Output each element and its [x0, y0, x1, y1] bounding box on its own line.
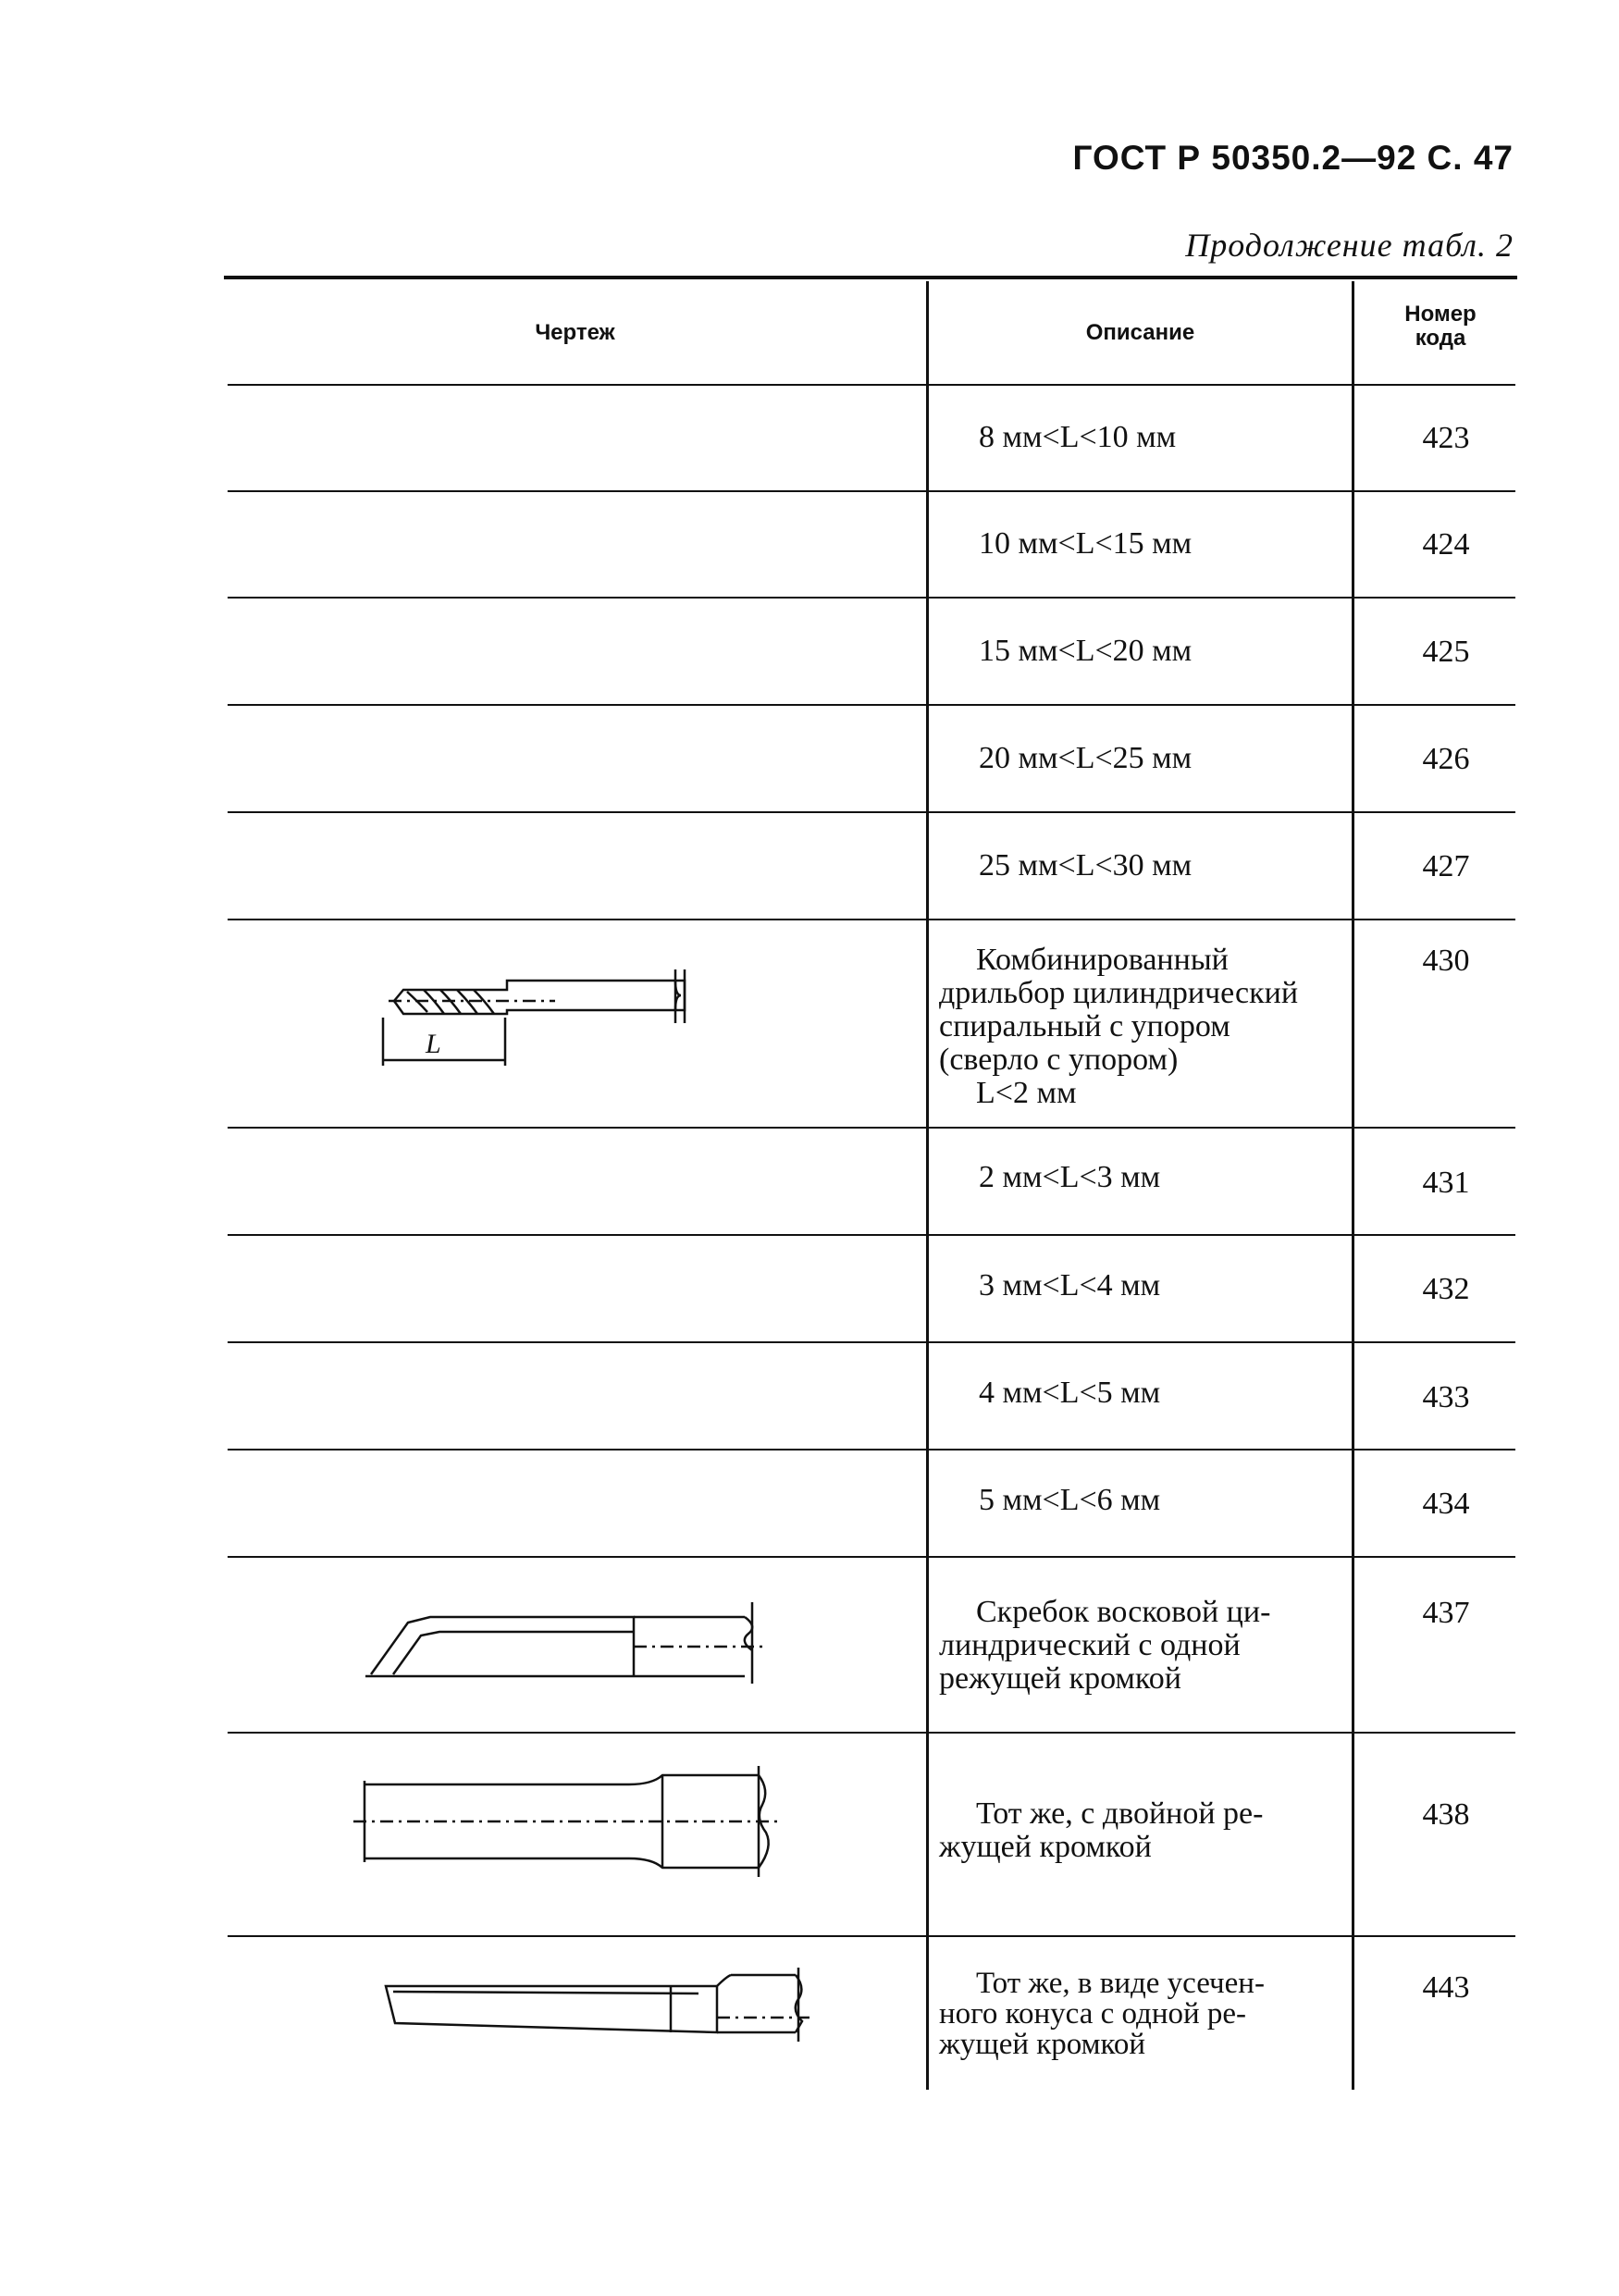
row-code: 437	[1422, 1596, 1470, 1630]
column-header-drawing: Чертеж	[535, 320, 615, 345]
row-code: 443	[1422, 1970, 1470, 2005]
table-continuation-label: Продолжение табл. 2	[1185, 227, 1514, 264]
description-line: Тот же, с двойной ре-	[976, 1796, 1264, 1831]
description-line: линдрический с одной	[939, 1628, 1241, 1662]
description-line: жущей кромкой	[939, 1830, 1152, 1864]
description-line: ного конуса с одной ре-	[939, 1997, 1247, 2031]
row-code: 431	[1422, 1166, 1470, 1200]
row-description: 4 мм<L<5 мм	[979, 1376, 1161, 1410]
row-code: 434	[1422, 1487, 1470, 1521]
row-rule	[228, 597, 1515, 599]
wax-scraper-double-edge-drawing	[352, 1762, 805, 1878]
column-header-code-line2: кода	[1415, 326, 1466, 351]
row-code: 430	[1422, 944, 1470, 978]
page-header: ГОСТ Р 50350.2—92 С. 47	[1072, 139, 1514, 177]
description-line: дрильбор цилиндрический	[939, 976, 1299, 1010]
row-rule	[228, 1341, 1515, 1343]
row-description	[939, 944, 1346, 1110]
row-code: 423	[1422, 421, 1470, 455]
row-description	[939, 1797, 1346, 1864]
row-rule	[228, 704, 1515, 706]
column-header-description: Описание	[1085, 320, 1195, 345]
row-code: 432	[1422, 1272, 1470, 1306]
description-line: L<2 мм	[976, 1076, 1077, 1110]
row-rule	[228, 919, 1515, 920]
description-line: Тот же, в виде усечен-	[976, 1967, 1265, 2000]
row-code: 426	[1422, 742, 1470, 776]
description-line: режущей кромкой	[939, 1661, 1181, 1696]
row-description: 15 мм<L<20 мм	[979, 634, 1193, 668]
row-description: 2 мм<L<3 мм	[979, 1160, 1161, 1194]
row-code: 433	[1422, 1380, 1470, 1414]
row-rule	[228, 1234, 1515, 1236]
column-header-code-line1: Номер	[1404, 302, 1477, 327]
column-divider-1	[926, 281, 929, 2090]
dimension-label: L	[426, 1029, 441, 1059]
row-description: 25 мм<L<30 мм	[979, 848, 1193, 883]
row-code: 425	[1422, 635, 1470, 669]
description-line: жущей кромкой	[939, 2028, 1146, 2061]
table-top-rule	[224, 276, 1517, 279]
row-description: 3 мм<L<4 мм	[979, 1268, 1161, 1302]
row-code: 438	[1422, 1797, 1470, 1832]
row-rule	[228, 1732, 1515, 1734]
header-rule	[228, 384, 1515, 386]
row-rule	[228, 1127, 1515, 1129]
row-rule	[228, 811, 1515, 813]
row-code: 424	[1422, 527, 1470, 562]
row-description: 20 мм<L<25 мм	[979, 741, 1193, 775]
description-line: (сверло с упором)	[939, 1043, 1179, 1077]
row-rule	[228, 1935, 1515, 1937]
wax-scraper-single-edge-drawing	[356, 1589, 800, 1700]
row-rule	[228, 490, 1515, 492]
row-description	[939, 1969, 1346, 2060]
drill-with-stop-drawing	[370, 953, 796, 1073]
description-line: спиральный с упором	[939, 1009, 1230, 1043]
truncated-cone-scraper-drawing	[375, 1966, 810, 2058]
row-description: 10 мм<L<15 мм	[979, 526, 1193, 561]
row-code: 427	[1422, 849, 1470, 883]
row-description: 8 мм<L<10 мм	[979, 420, 1177, 454]
row-description: 5 мм<L<6 мм	[979, 1483, 1161, 1517]
row-description	[939, 1596, 1346, 1696]
row-rule	[228, 1449, 1515, 1450]
description-line: Скребок восковой ци-	[976, 1595, 1271, 1629]
column-header-code	[1354, 302, 1526, 351]
description-line: Комбинированный	[976, 943, 1229, 977]
row-rule	[228, 1556, 1515, 1558]
